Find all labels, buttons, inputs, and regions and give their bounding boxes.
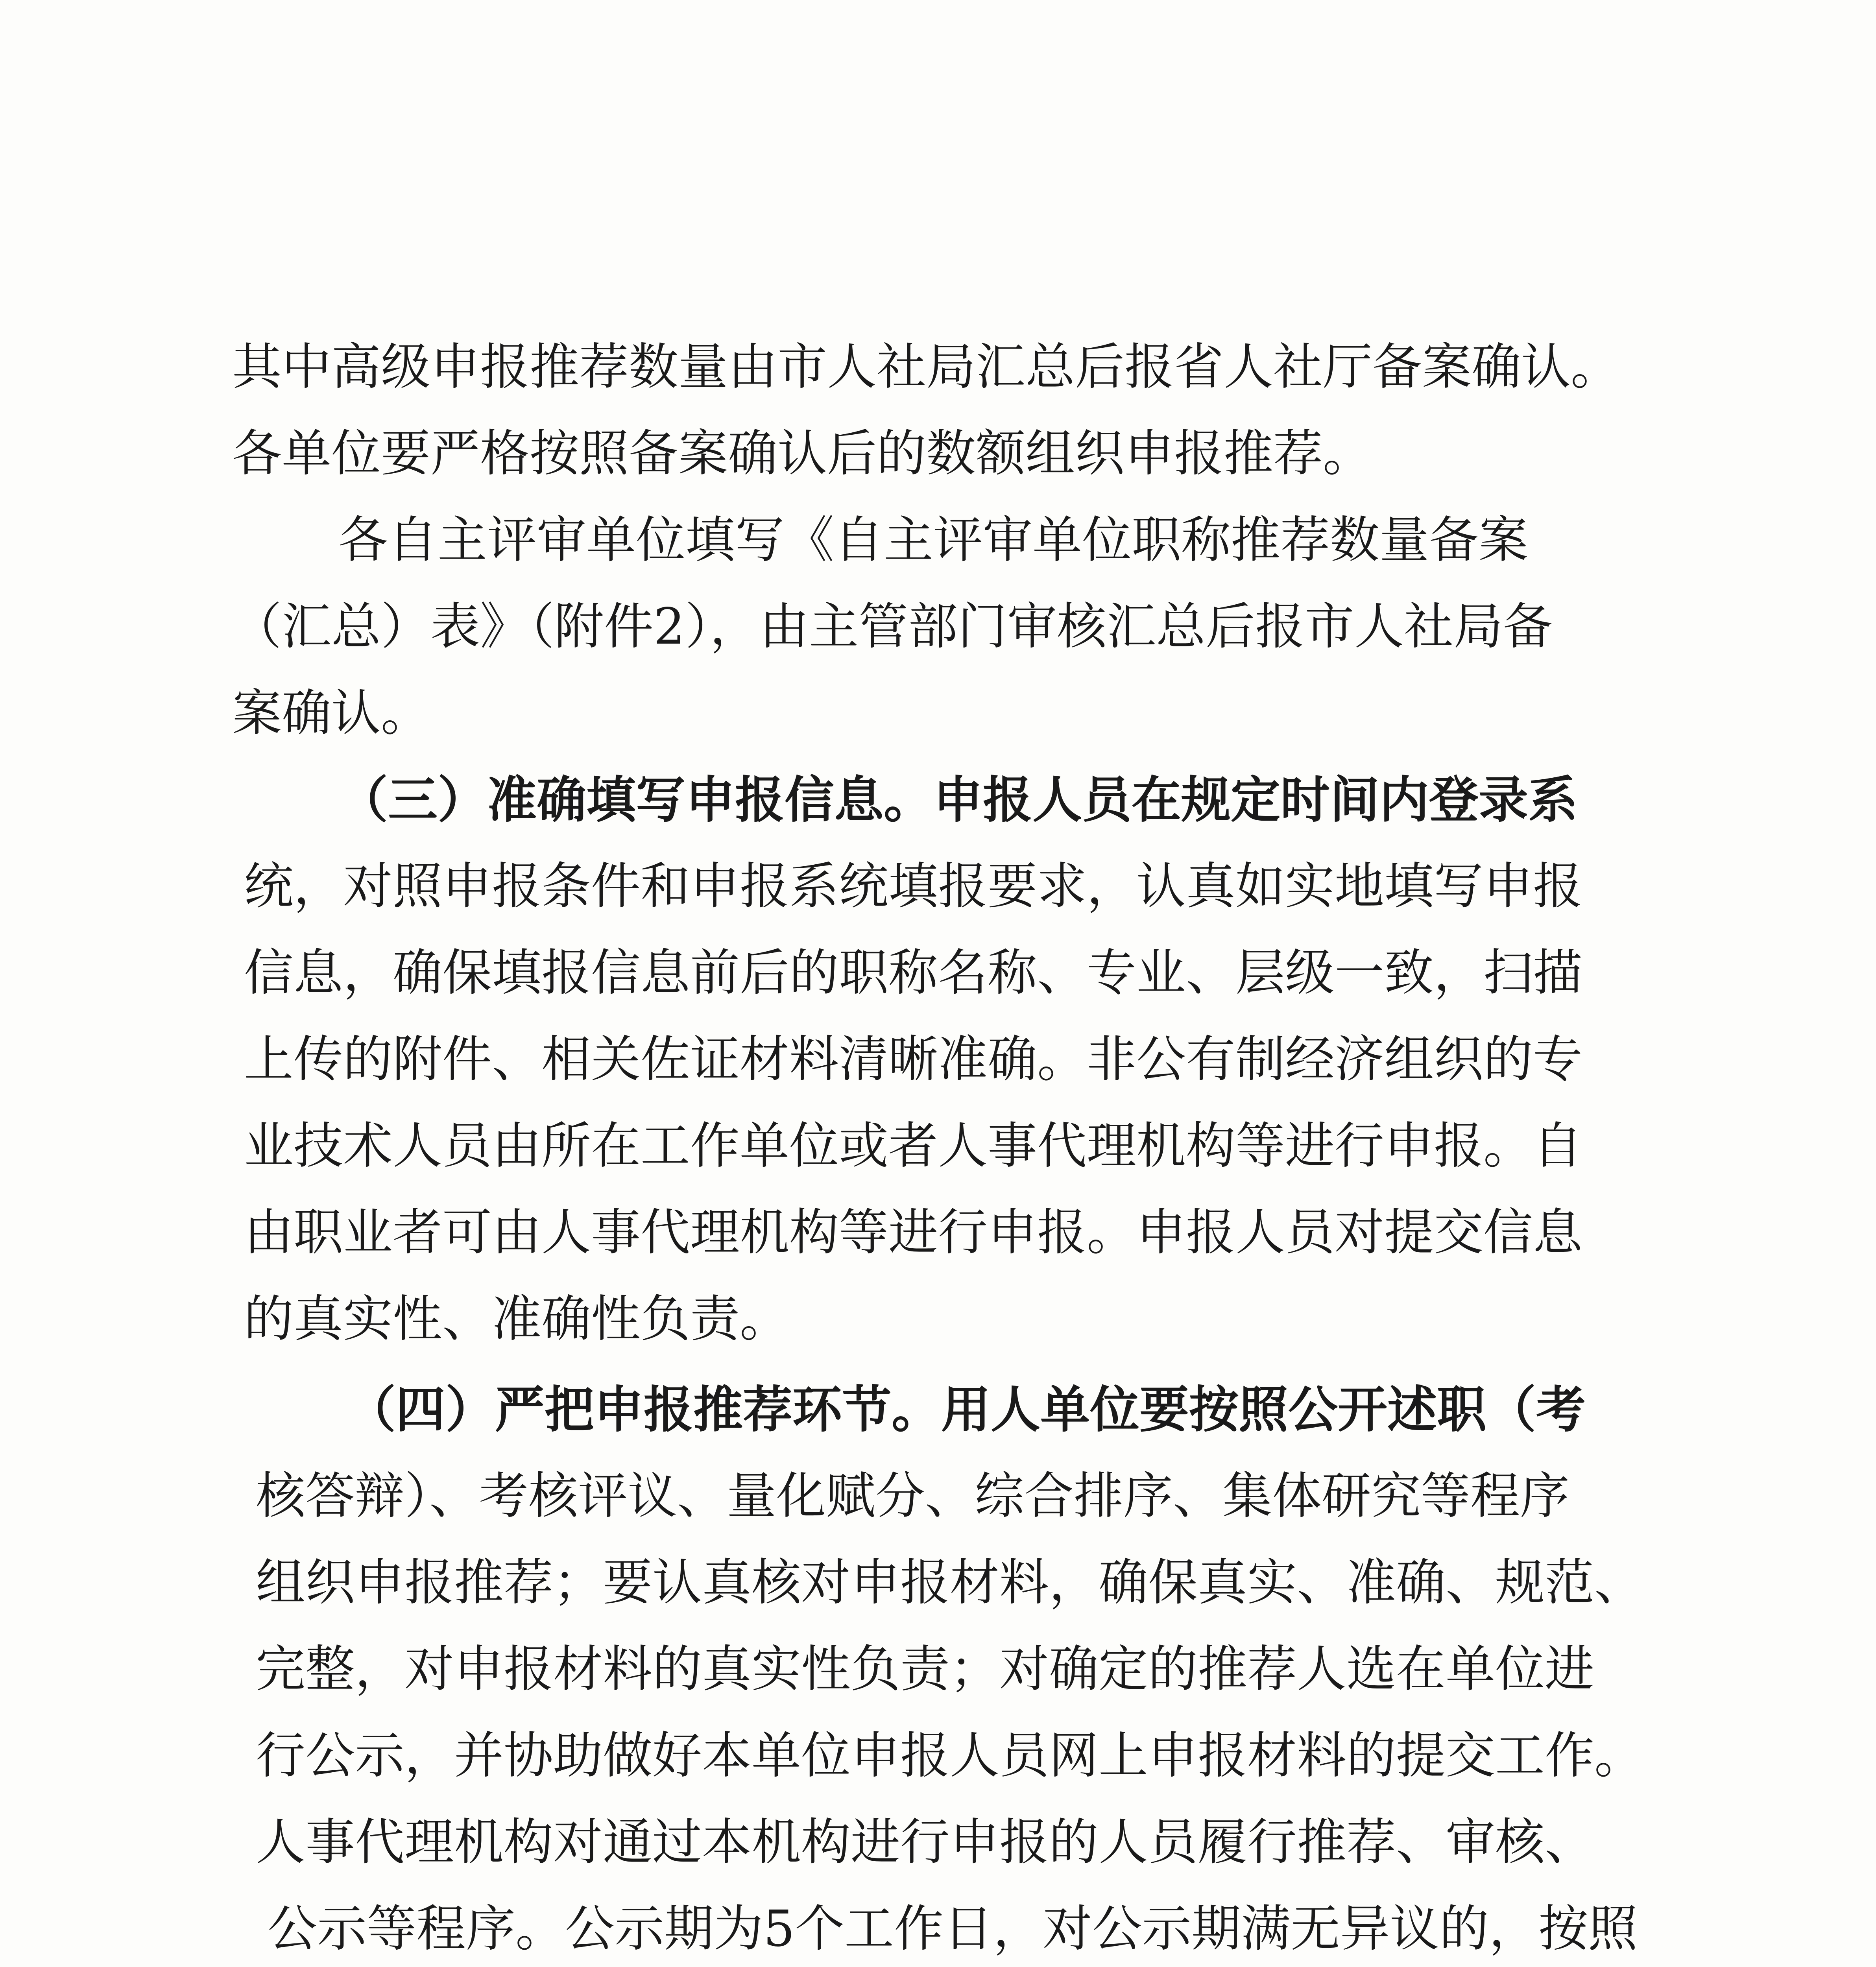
body-line-11: 由职业者可由人事代理机构等进行申报。申报人员对提交信息 [244,1203,1582,1261]
body-line-3: 各自主评审单位填写《自主评审单位职称推荐数量备案 [338,511,1528,569]
body-line-19: 公示等程序。公示期为5个工作日，对公示期满无异议的，按照 [268,1900,1638,1958]
body-line-10: 业技术人员由所在工作单位或者人事代理机构等进行申报。自 [244,1117,1582,1175]
body-line-15: 组织申报推荐；要认真核对申报材料，确保真实、准确、规范、 [256,1554,1644,1611]
body-line-4: （汇总）表》（附件2），由主管部门审核汇总后报市人社局备 [232,598,1553,655]
body-line-18: 人事代理机构对通过本机构进行申报的人员履行推荐、审核、 [256,1813,1594,1871]
section-four-line [346,1380,1586,1439]
body-line-8: 信息，确保填报信息前后的职称名称、专业、层级一致，扫描 [244,944,1582,1002]
section-four-heading: （四）严把申报推荐环节。 [346,1380,941,1439]
body-line-17: 行公示，并协助做好本单位申报人员网上申报材料的提交工作。 [256,1727,1644,1784]
body-line-14: 核答辩）、考核评议、量化赋分、综合排序、集体研究等程序 [256,1467,1569,1525]
section-three-line [338,771,1578,829]
body-line-5: 案确认。 [232,684,430,742]
section-three-heading: （三）准确填写申报信息。 [338,771,933,829]
body-line-2: 各单位要严格按照备案确认后的数额组织申报推荐。 [232,424,1372,482]
body-line-1: 其中高级申报推荐数量由市人社局汇总后报省人社厅备案确认。 [232,338,1620,396]
body-line-12: 的真实性、准确性负责。 [244,1290,789,1348]
section-four-text: 用人单位要按照公开述职（考 [941,1380,1586,1439]
body-line-16: 完整，对申报材料的真实性负责；对确定的推荐人选在单位进 [256,1640,1594,1698]
section-three-text: 申报人员在规定时间内登录系 [933,771,1578,829]
body-line-7: 统，对照申报条件和申报系统填报要求，认真如实地填写申报 [244,857,1582,915]
body-line-9: 上传的附件、相关佐证材料清晰准确。非公有制经济组织的专 [244,1030,1582,1088]
